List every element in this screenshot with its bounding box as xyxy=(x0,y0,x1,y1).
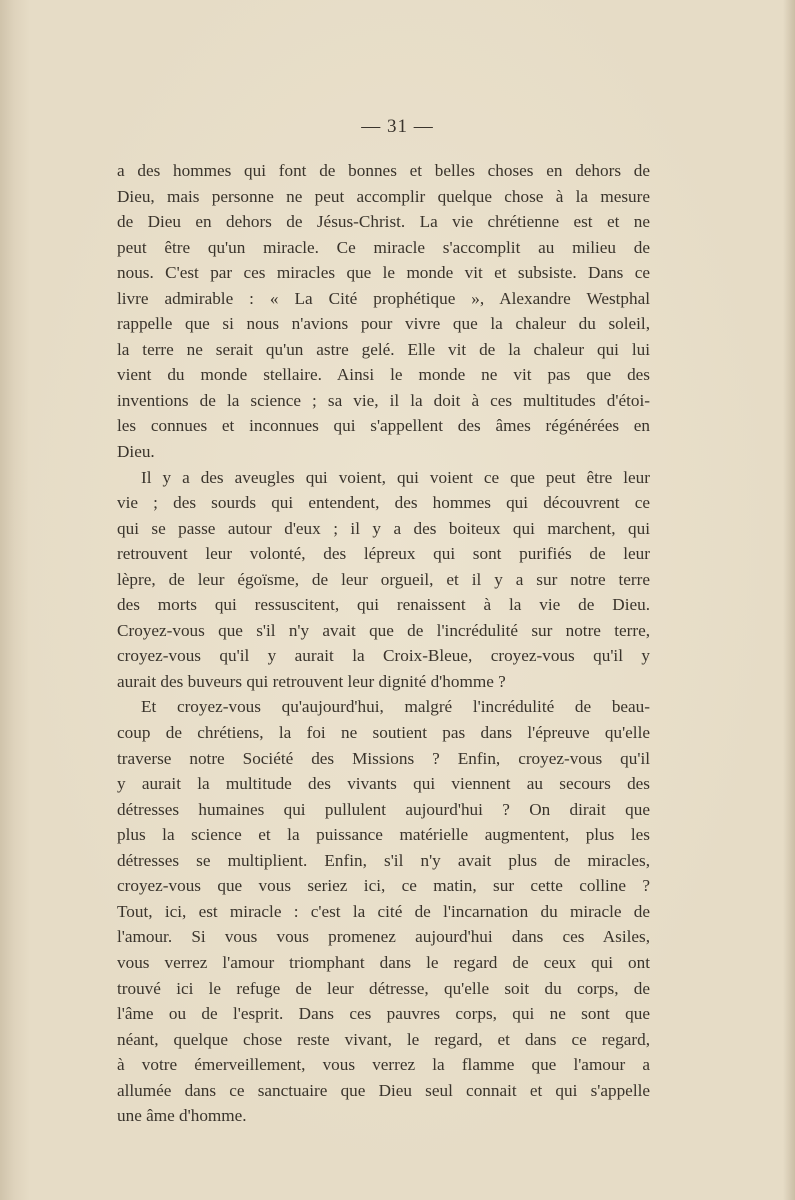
text-line: lèpre, de leur égoïsme, de leur orgueil, et il y a sur notre terre xyxy=(117,569,650,589)
text-line: des morts qui ressuscitent, qui renaissent à la vie de Dieu. xyxy=(117,595,650,615)
text-line: Croyez-vous que s'il n'y avait que de l'incrédulité sur notre terre, xyxy=(117,620,650,640)
text-line: y aurait la multitude des vivants qui viennent au secours des xyxy=(117,774,650,794)
text-line: Il y a des aveugles qui voient, qui voient ce que peut être leur xyxy=(141,467,650,487)
text-line: détresses se multiplient. Enfin, s'il n'y avait plus de miracles, xyxy=(117,850,650,870)
text-line: qui se passe autour d'eux ; il y a des boiteux qui marchent, qui xyxy=(117,518,650,538)
text-line: nous. C'est par ces miracles que le monde vit et subsiste. Dans ce xyxy=(117,263,650,283)
paragraph-3 xyxy=(117,694,650,1128)
text-line: croyez-vous qu'il y aurait la Croix-Bleue, croyez-vous qu'il y xyxy=(117,646,650,666)
text-line: Dieu. xyxy=(117,442,155,462)
text-line: plus la science et la puissance matérielle augmentent, plus les xyxy=(117,825,650,845)
text-line: vie ; des sourds qui entendent, des hommes qui découvrent ce xyxy=(117,493,650,513)
text-line: rappelle que si nous n'avions pour vivre que la chaleur du soleil, xyxy=(117,314,650,334)
text-line: l'amour. Si vous vous promenez aujourd'hui dans ces Asiles, xyxy=(117,927,650,947)
text-line: a des hommes qui font de bonnes et belles choses en dehors de xyxy=(117,161,650,180)
text-line: néant, quelque chose reste vivant, le regard, et dans ce regard, xyxy=(117,1029,650,1049)
text-line: la terre ne serait qu'un astre gelé. Elle vit de la chaleur qui lui xyxy=(117,339,650,359)
body-text xyxy=(117,158,650,1129)
text-line: croyez-vous que vous seriez ici, ce matin, sur cette colline ? xyxy=(117,876,650,896)
text-line: les connues et inconnues qui s'appellent des âmes régénérées en xyxy=(117,416,650,436)
text-line: Tout, ici, est miracle : c'est la cité de l'incarnation du miracle de xyxy=(117,901,650,921)
text-line: trouvé ici le refuge de leur détresse, qu'elle soit du corps, de xyxy=(117,978,650,998)
paragraph-1 xyxy=(117,158,650,465)
text-line: une âme d'homme. xyxy=(117,1106,247,1126)
text-line: vous verrez l'amour triomphant dans le regard de ceux qui ont xyxy=(117,952,650,972)
text-line: l'âme ou de l'esprit. Dans ces pauvres corps, qui ne sont que xyxy=(117,1004,650,1024)
text-line: détresses humaines qui pullulent aujourd'hui ? On dirait que xyxy=(117,799,650,819)
text-line: à votre émerveillement, vous verrez la flamme que l'amour a xyxy=(117,1055,650,1075)
text-line: livre admirable : « La Cité prophétique », Alexandre Westphal xyxy=(117,288,650,308)
text-line: Et croyez-vous qu'aujourd'hui, malgré l'incrédulité de beau- xyxy=(141,697,650,717)
text-line: traverse notre Société des Missions ? Enfin, croyez-vous qu'il xyxy=(117,748,650,768)
text-line: Dieu, mais personne ne peut accomplir quelque chose à la mesure xyxy=(117,186,650,206)
text-line: de Dieu en dehors de Jésus-Christ. La vie chrétienne est et ne xyxy=(117,212,650,232)
text-line: inventions de la science ; sa vie, il la doit à ces multitudes d'étoi- xyxy=(117,390,650,410)
text-line: allumée dans ce sanctuaire que Dieu seul connait et qui s'appelle xyxy=(117,1080,650,1100)
paragraph-2 xyxy=(117,465,650,695)
text-line: vient du monde stellaire. Ainsi le monde ne vit pas que des xyxy=(117,365,650,385)
text-line: peut être qu'un miracle. Ce miracle s'accomplit au milieu de xyxy=(117,237,650,257)
text-line: coup de chrétiens, la foi ne soutient pas dans l'épreuve qu'elle xyxy=(117,723,650,743)
page-number: — 31 — xyxy=(361,116,434,137)
text-line: aurait des buveurs qui retrouvent leur dignité d'homme ? xyxy=(117,671,506,691)
text-line: retrouvent leur volonté, des lépreux qui sont purifiés de leur xyxy=(117,544,650,564)
